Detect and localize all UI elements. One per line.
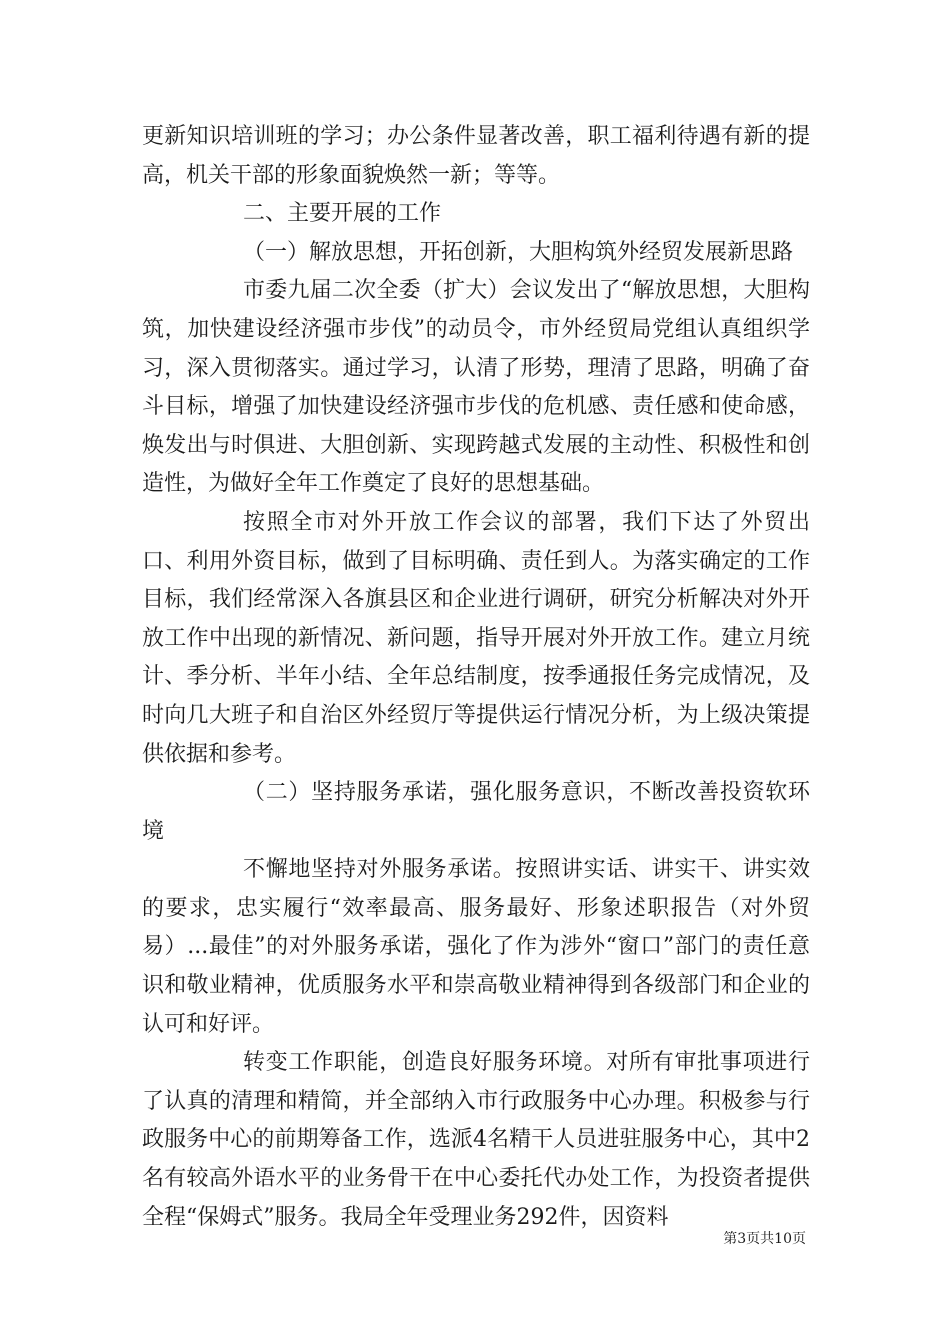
page-number-footer: 第3页共10页 xyxy=(723,1231,806,1247)
paragraph-4: 不懈地坚持对外服务承诺。按照讲实话、讲实干、讲实效的要求，忠实履行“效率最高、服务最好、形象述职报告（对外贸易）...最佳”的对外服务承诺，强化了作为涉外“窗口”部门的责任意识和敬业精神，优质服务水平和崇高敬业精神得到各级部门和企业的认可和好评。 xyxy=(142,857,810,1037)
paragraph-5: 转变工作职能，创造良好服务环境。对所有审批事项进行了认真的清理和精简，并全部纳入市行政服务中心办理。积极参与行政服务中心的前期筹备工作，选派4名精干人员进驻服务中心，其中2名有较高外语水平的业务骨干在中心委托代办处工作，为投资者提供全程“保姆式”服务。我局全年受理业务292件，因资料 xyxy=(142,1050,810,1230)
document-body xyxy=(142,118,810,1237)
section-heading-2: 二、主要开展的工作 xyxy=(243,201,442,227)
paragraph-1: 更新知识培训班的学习；办公条件显著改善，职工福利待遇有新的提高，机关干部的形象面貌焕然一新；等等。 xyxy=(142,124,810,188)
paragraph-3: 按照全市对外开放工作会议的部署，我们下达了外贸出口、利用外资目标，做到了目标明确、责任到人。为落实确定的工作目标，我们经常深入各旗县区和企业进行调研，研究分析解决对外开放工作中出现的新情况、新问题，指导开展对外开放工作。建立月统计、季分析、半年小结、全年总结制度，按季通报任务完成情况，及时向几大班子和自治区外经贸厅等提供运行情况分析，为上级决策提供依据和参考。 xyxy=(142,509,810,767)
subsection-heading-1: （一）解放思想，开拓创新，大胆构筑外经贸发展新思路 xyxy=(243,239,794,265)
paragraph-2: 市委九届二次全委（扩大）会议发出了“解放思想，大胆构筑，加快建设经济强市步伐”的动员令，市外经贸局党组认真组织学习，深入贯彻落实。通过学习，认清了形势，理清了思路，明确了奋斗目标，增强了加快建设经济强市步伐的危机感、责任感和使命感，焕发出与时俱进、大胆创新、实现跨越式发展的主动性、积极性和创造性，为做好全年工作奠定了良好的思想基础。 xyxy=(142,278,810,497)
subsection-heading-2: （二）坚持服务承诺，强化服务意识，不断改善投资软环境 xyxy=(142,780,810,844)
